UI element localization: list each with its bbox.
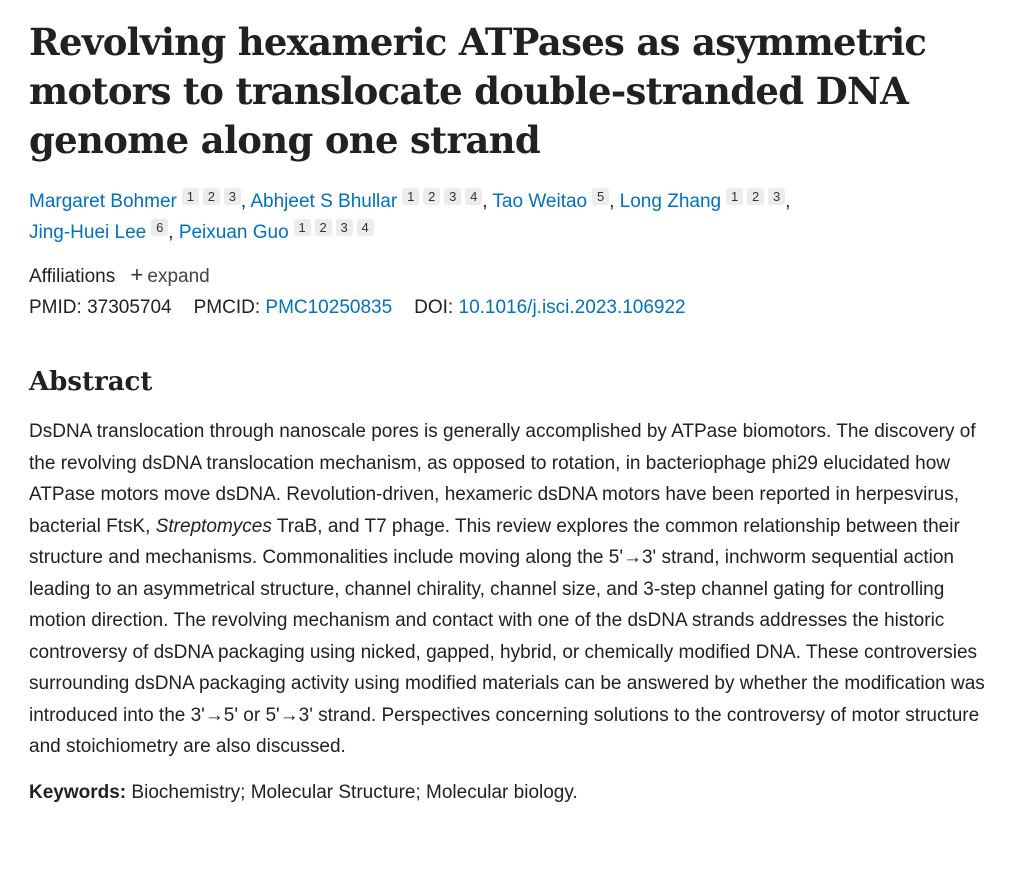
abstract-text-part-1: DsDNA translocation through nanoscale pores is generally accomplished by ATPase biomotors. The discovery of the revolving dsDNA translocation mechanism, as opposed to rotation, in bacteriophage phi29 elucidated how ATPase motors move dsDNA. Revolution-driven, hexameric dsDNA motors have been reported in herpesvirus, bacterial FtsK,: [29, 421, 976, 537]
author-link[interactable]: Jing-Huei Lee: [29, 222, 147, 243]
author-affiliation-refs: [592, 188, 609, 205]
author-link[interactable]: Peixuan Guo: [178, 222, 289, 243]
abstract-italic-term: Streptomyces: [155, 515, 272, 537]
keywords: [29, 777, 996, 808]
article-meta: [29, 261, 996, 323]
author-affiliation-refs: [726, 188, 785, 205]
pmid-label: PMID:: [29, 297, 82, 318]
author-separator: ,: [482, 191, 488, 212]
author-list: [29, 186, 996, 248]
affiliation-ref-badge[interactable]: 2: [423, 188, 440, 205]
abstract-text: [29, 416, 989, 763]
author-link[interactable]: Abhjeet S Bhullar: [250, 191, 398, 212]
affiliation-ref-badge[interactable]: 4: [465, 188, 482, 205]
affiliation-ref-badge[interactable]: 1: [726, 188, 743, 205]
doi-label: DOI:: [414, 297, 454, 318]
affiliation-ref-badge[interactable]: 1: [294, 219, 311, 236]
affiliation-ref-badge[interactable]: 1: [402, 188, 419, 205]
affiliations-label: Affiliations: [29, 266, 116, 287]
affiliation-ref-badge[interactable]: 5: [592, 188, 609, 205]
author-affiliation-refs: [182, 188, 241, 205]
keywords-label: Keywords:: [29, 781, 127, 803]
author-separator: ,: [240, 191, 247, 212]
identifier-row: [29, 292, 996, 323]
author-link[interactable]: Tao Weitao: [492, 191, 588, 212]
affiliation-ref-badge[interactable]: 3: [336, 219, 353, 236]
author-affiliation-refs: [294, 219, 374, 236]
pmid-value: 37305704: [87, 297, 172, 318]
keywords-text: Biochemistry; Molecular Structure; Molecular biology.: [131, 781, 578, 803]
plus-icon: +: [130, 262, 144, 287]
affiliation-ref-badge[interactable]: 2: [747, 188, 764, 205]
affiliations-expand-button[interactable]: [130, 262, 210, 287]
abstract-text-part-2: TraB, and T7 phage. This review explores the common relationship between their structure and mechanisms. Commonalities include moving along the 5'→3' strand, inchworm sequential action leading to an asymmetrical structure, channel chirality, channel size, and 3-step channel gating for controlling motion direction. The revolving mechanism and contact with one of the dsDNA strands addresses the historic controversy of dsDNA packaging using nicked, gapped, hybrid, or chemically modified DNA. These controversies surrounding dsDNA packaging activity using modified materials can be answered by whether the modification was introduced into the 3'→5' or 5'→3' strand. Perspectives concerning solutions to the controversy of motor structure and stoichiometry are also discussed.: [29, 515, 985, 757]
author-link[interactable]: Long Zhang: [619, 191, 722, 212]
abstract-heading: Abstract: [29, 367, 153, 397]
author-affiliation-refs: [151, 219, 168, 236]
affiliation-ref-badge[interactable]: 2: [203, 188, 220, 205]
doi-link[interactable]: 10.1016/j.isci.2023.106922: [458, 297, 686, 318]
author-separator: ,: [785, 191, 791, 212]
affiliation-ref-badge[interactable]: 3: [768, 188, 785, 205]
author-separator: ,: [609, 191, 615, 212]
affiliation-ref-badge[interactable]: 2: [315, 219, 332, 236]
affiliation-ref-badge[interactable]: 6: [151, 219, 168, 236]
pmcid-label: PMCID:: [193, 297, 261, 318]
author-separator: ,: [168, 222, 174, 243]
affiliation-ref-badge[interactable]: 4: [357, 219, 374, 236]
affiliation-ref-badge[interactable]: 3: [224, 188, 241, 205]
article-title: Revolving hexameric ATPases as asymmetric motors to translocate double-stranded DNA genome along one strand: [29, 20, 927, 162]
author-affiliation-refs: [402, 188, 482, 205]
affiliation-ref-badge[interactable]: 1: [182, 188, 199, 205]
pmcid-link[interactable]: PMC10250835: [265, 297, 393, 318]
author-link[interactable]: Margaret Bohmer: [29, 191, 177, 212]
expand-label: expand: [147, 266, 210, 287]
affiliation-ref-badge[interactable]: 3: [444, 188, 461, 205]
